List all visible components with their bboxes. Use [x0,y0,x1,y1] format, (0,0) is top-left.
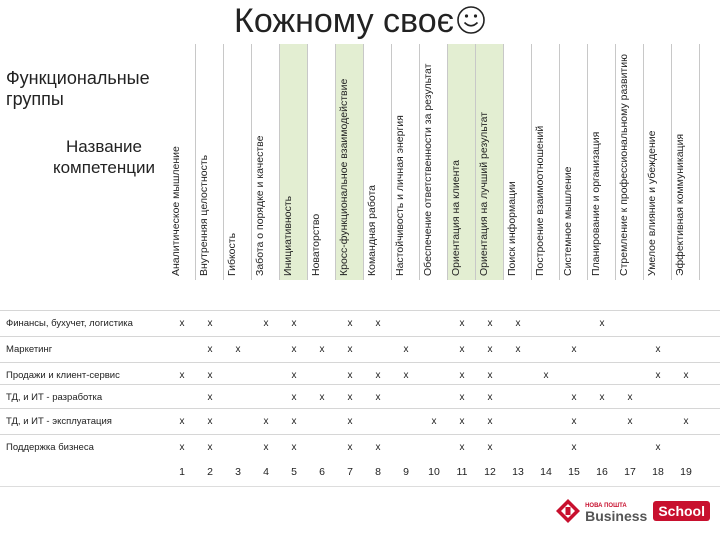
matrix-mark: x [291,370,297,381]
matrix-mark: x [683,416,689,427]
column-number: 2 [207,466,213,478]
matrix-mark: x [515,344,521,355]
nova-poshta-mark-icon [555,498,581,524]
matrix-mark: x [571,392,577,403]
title-text: Кожному своє [234,2,454,40]
competency-header: Построение взаимоотношений [532,44,560,280]
column-number: 7 [347,466,353,478]
matrix-mark: x [487,370,493,381]
competency-header: Ориентация на лучший результат [476,44,504,280]
competency-header: Командная работа [364,44,392,280]
matrix-mark: x [375,318,381,329]
row-label: Поддержка бизнеса [6,442,94,453]
column-number: 8 [375,466,381,478]
column-number: 18 [652,466,664,478]
matrix-mark: x [347,442,353,453]
column-number: 14 [540,466,552,478]
logo-line2: Business [585,508,648,524]
matrix-mark: x [347,370,353,381]
matrix-mark: x [403,370,409,381]
matrix-mark: x [375,442,381,453]
column-number: 13 [512,466,524,478]
competency-header: Настойчивость и личная энергия [392,44,420,280]
row-label: Финансы, бухучет, логистика [6,318,133,329]
matrix-mark: x [459,344,465,355]
competency-header: Аналитическое мышление [168,44,196,280]
competency-header: Инициативность [280,44,308,280]
column-number: 3 [235,466,241,478]
competency-header: Ориентация на клиента [448,44,476,280]
matrix-mark: x [291,442,297,453]
column-number: 5 [291,466,297,478]
competency-header: Кросс-функциональное взаимодействие [336,44,364,280]
matrix-mark: x [235,344,241,355]
matrix-mark: x [347,318,353,329]
competency-header: Умелое влияние и убеждение [644,44,672,280]
matrix-mark: x [655,370,661,381]
matrix-mark: x [655,442,661,453]
logo-line1: НОВА ПОШТА [585,503,627,509]
matrix-mark: x [487,416,493,427]
functional-groups-label: Функциональные группы [6,68,150,109]
matrix-mark: x [375,370,381,381]
matrix-mark: x [459,416,465,427]
competency-header: Планирование и организация [588,44,616,280]
row-divider [0,310,720,311]
matrix-mark: x [459,370,465,381]
column-number: 10 [428,466,440,478]
matrix-mark: x [459,318,465,329]
matrix-mark: x [487,318,493,329]
matrix-mark: x [599,318,605,329]
competency-header: Гибкость [224,44,252,280]
competency-header: Новаторство [308,44,336,280]
matrix-mark: x [263,416,269,427]
matrix-mark: x [655,344,661,355]
matrix-mark: x [207,370,213,381]
logo-line3: School [653,501,710,521]
column-number: 17 [624,466,636,478]
column-number: 12 [484,466,496,478]
matrix-mark: x [207,416,213,427]
matrix-mark: x [487,392,493,403]
row-label: Маркетинг [6,344,53,355]
matrix-mark: x [319,344,325,355]
row-divider [0,384,720,385]
matrix-mark: x [291,344,297,355]
matrix-mark: x [207,318,213,329]
competency-header: Внутренняя целостность [196,44,224,280]
page-title [0,2,720,44]
matrix-mark: x [431,416,437,427]
matrix-mark: x [515,318,521,329]
row-divider [0,362,720,363]
row-label: Продажи и клиент-сервис [6,370,120,381]
matrix-mark: x [403,344,409,355]
matrix-mark: x [207,344,213,355]
competency-header: Обеспечение ответственности за результат [420,44,448,280]
matrix-mark: x [459,392,465,403]
matrix-mark: x [319,392,325,403]
column-number: 11 [456,466,468,478]
matrix-mark: x [207,442,213,453]
matrix-mark: x [459,442,465,453]
matrix-mark: x [291,416,297,427]
competency-header: Поиск информации [504,44,532,280]
matrix-mark: x [571,442,577,453]
row-divider [0,408,720,409]
matrix-mark: x [543,370,549,381]
matrix-mark: x [627,392,633,403]
row-divider [0,336,720,337]
matrix-mark: x [487,442,493,453]
matrix-mark: x [263,318,269,329]
row-label: ТД, и ИТ - разработка [6,392,103,403]
matrix-mark: x [207,392,213,403]
column-number: 9 [403,466,409,478]
matrix-mark: x [347,416,353,427]
column-number: 4 [263,466,269,478]
matrix-mark: x [179,318,185,329]
matrix-mark: x [263,442,269,453]
row-divider [0,434,720,435]
matrix-mark: x [347,392,353,403]
matrix-mark: x [179,442,185,453]
matrix-mark: x [571,344,577,355]
column-number: 19 [680,466,692,478]
column-number: 1 [179,466,185,478]
competency-header: Стремление к профессиональному развитию [616,44,644,280]
matrix-mark: x [599,392,605,403]
competency-header: Забота о порядке и качестве [252,44,280,280]
row-label: ТД, и ИТ - эксплуатация [6,416,112,427]
matrix-mark: x [291,392,297,403]
smiley-icon [456,5,486,44]
matrix-mark: x [291,318,297,329]
matrix-mark: x [487,344,493,355]
matrix-mark: x [347,344,353,355]
matrix-mark: x [179,370,185,381]
matrix-mark: x [375,392,381,403]
nova-poshta-logo [555,498,710,524]
competency-header: Эффективная коммуникация [672,44,700,280]
column-number: 15 [568,466,580,478]
column-number: 6 [319,466,325,478]
competency-header: Системное мышление [560,44,588,280]
column-number: 16 [596,466,608,478]
competency-name-label: Название компетенции [52,137,156,177]
matrix-mark: x [179,416,185,427]
matrix-mark: x [571,416,577,427]
matrix-mark: x [683,370,689,381]
matrix-mark: x [627,416,633,427]
